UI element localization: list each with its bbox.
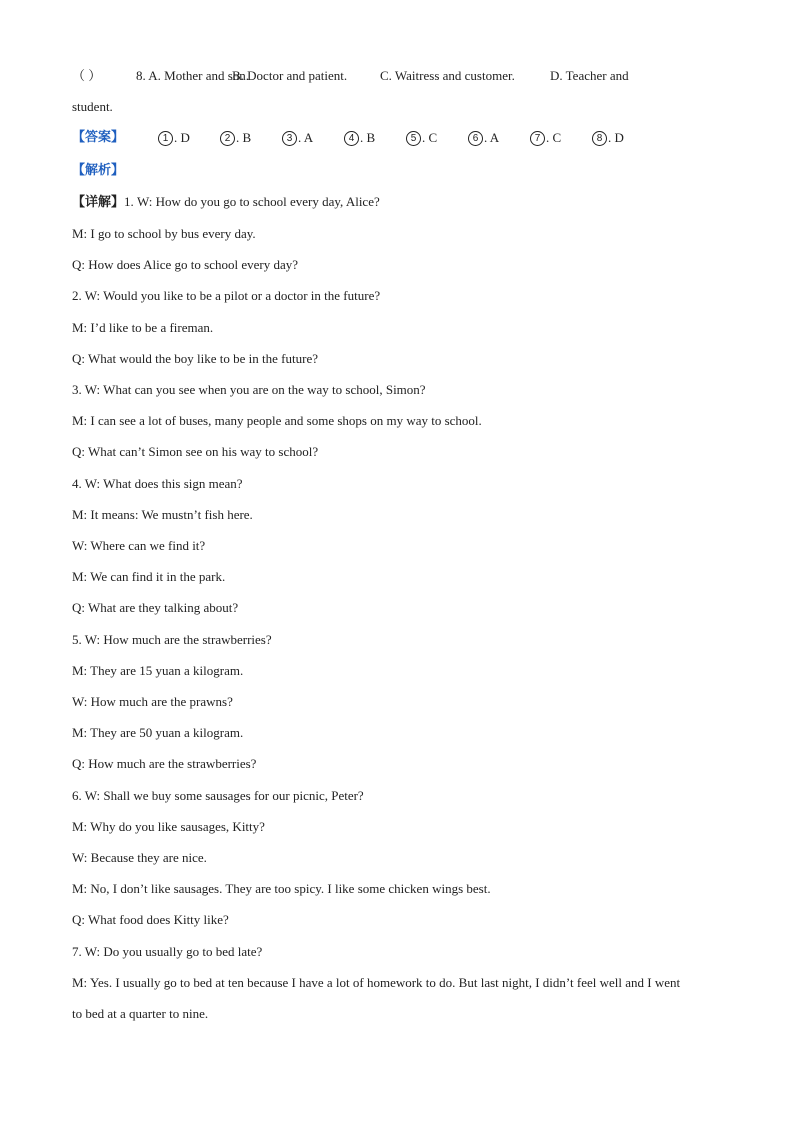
document-page (72, 60, 732, 1029)
question-8-continuation: student. (72, 99, 113, 115)
answer-item (158, 122, 220, 153)
transcript-line: Q: How much are the strawberries? (72, 756, 257, 772)
question-8 (72, 60, 732, 91)
circled-number: 7 (530, 131, 545, 146)
transcript-line: M: I go to school by bus every day. (72, 226, 256, 242)
transcript-line: Q: What would the boy like to be in the future? (72, 350, 318, 366)
transcript-line: M: They are 50 yuan a kilogram. (72, 725, 244, 741)
answer-item (282, 122, 344, 153)
transcript-line: Q: What are they talking about? (72, 600, 239, 616)
answer-letter: . D (608, 130, 624, 146)
answer-letter: . A (484, 130, 500, 146)
transcript-line: Q: What can’t Simon see on his way to school? (72, 444, 319, 460)
answer-row (72, 122, 732, 153)
transcript-line: 6. W: Shall we buy some sausages for our picnic, Peter? (72, 787, 364, 803)
answer-letter: . B (236, 130, 252, 146)
circled-number: 1 (158, 131, 173, 146)
answer-letter: . C (422, 130, 438, 146)
transcript-line: W: Where can we find it? (72, 538, 206, 554)
transcript-line: 2. W: Would you like to be a pilot or a doctor in the future? (72, 288, 381, 304)
transcript-line: Q: What food does Kitty like? (72, 912, 229, 928)
transcript-line: M: It means: We mustn’t fish here. (72, 506, 253, 522)
answer-letter: . C (546, 130, 562, 146)
question-8-option-d: D. Teacher and (550, 68, 629, 83)
transcript-line: M: Why do you like sausages, Kitty? (72, 818, 265, 834)
transcript-line: 5. W: How much are the strawberries? (72, 631, 272, 647)
answer-blank: （ ） (72, 68, 102, 83)
answer-letter: . D (174, 130, 190, 146)
answer-letter: . B (360, 130, 376, 146)
detail-label: 【详解】 (72, 194, 125, 210)
answer-label: 【答案】 (72, 130, 125, 146)
question-8-option-b: B. Doctor and patient. (232, 68, 348, 83)
circled-number: 8 (592, 131, 607, 146)
analysis-label: 【解析】 (72, 162, 125, 178)
transcript-line: M: They are 15 yuan a kilogram. (72, 662, 244, 678)
transcript-line: M: I can see a lot of buses, many people and some shops on my way to school. (72, 413, 482, 429)
transcript-line (72, 186, 732, 218)
transcript-line: 7. W: Do you usually go to bed late? (72, 943, 263, 959)
answer-item (344, 122, 406, 153)
transcript-line: M: Yes. I usually go to bed at ten because I have a lot of homework to do. But last night, I didn’t feel well and I went (72, 974, 681, 990)
circled-number: 2 (220, 131, 235, 146)
analysis-heading (72, 154, 732, 186)
circled-number: 6 (468, 131, 483, 146)
circled-number: 4 (344, 131, 359, 146)
transcript-line: M: We can find it in the park. (72, 569, 226, 585)
transcript-line: 4. W: What does this sign mean? (72, 475, 243, 491)
transcript-line: M: I’d like to be a fireman. (72, 319, 214, 335)
circled-number: 3 (282, 131, 297, 146)
transcript-line: M: No, I don’t like sausages. They are too spicy. I like some chicken wings best. (72, 881, 491, 897)
answer-item (592, 122, 654, 153)
transcript-line: Q: How does Alice go to school every day? (72, 257, 299, 273)
answer-item (468, 122, 530, 153)
transcript-line: W: How much are the prawns? (72, 694, 233, 710)
transcript-line: to bed at a quarter to nine. (72, 1006, 209, 1022)
answer-item (530, 122, 592, 153)
answer-item (406, 122, 468, 153)
answer-item (220, 122, 282, 153)
answer-letter: . A (298, 130, 314, 146)
question-8-option-c: C. Waitress and customer. (380, 68, 515, 83)
transcript-line: W: Because they are nice. (72, 850, 207, 866)
transcript-line: 3. W: What can you see when you are on the way to school, Simon? (72, 382, 426, 398)
circled-number: 5 (406, 131, 421, 146)
question-8-option-a: 8. A. Mother and son. (136, 68, 250, 83)
transcript-text: 1. W: How do you go to school every day, Alice? (124, 193, 380, 209)
